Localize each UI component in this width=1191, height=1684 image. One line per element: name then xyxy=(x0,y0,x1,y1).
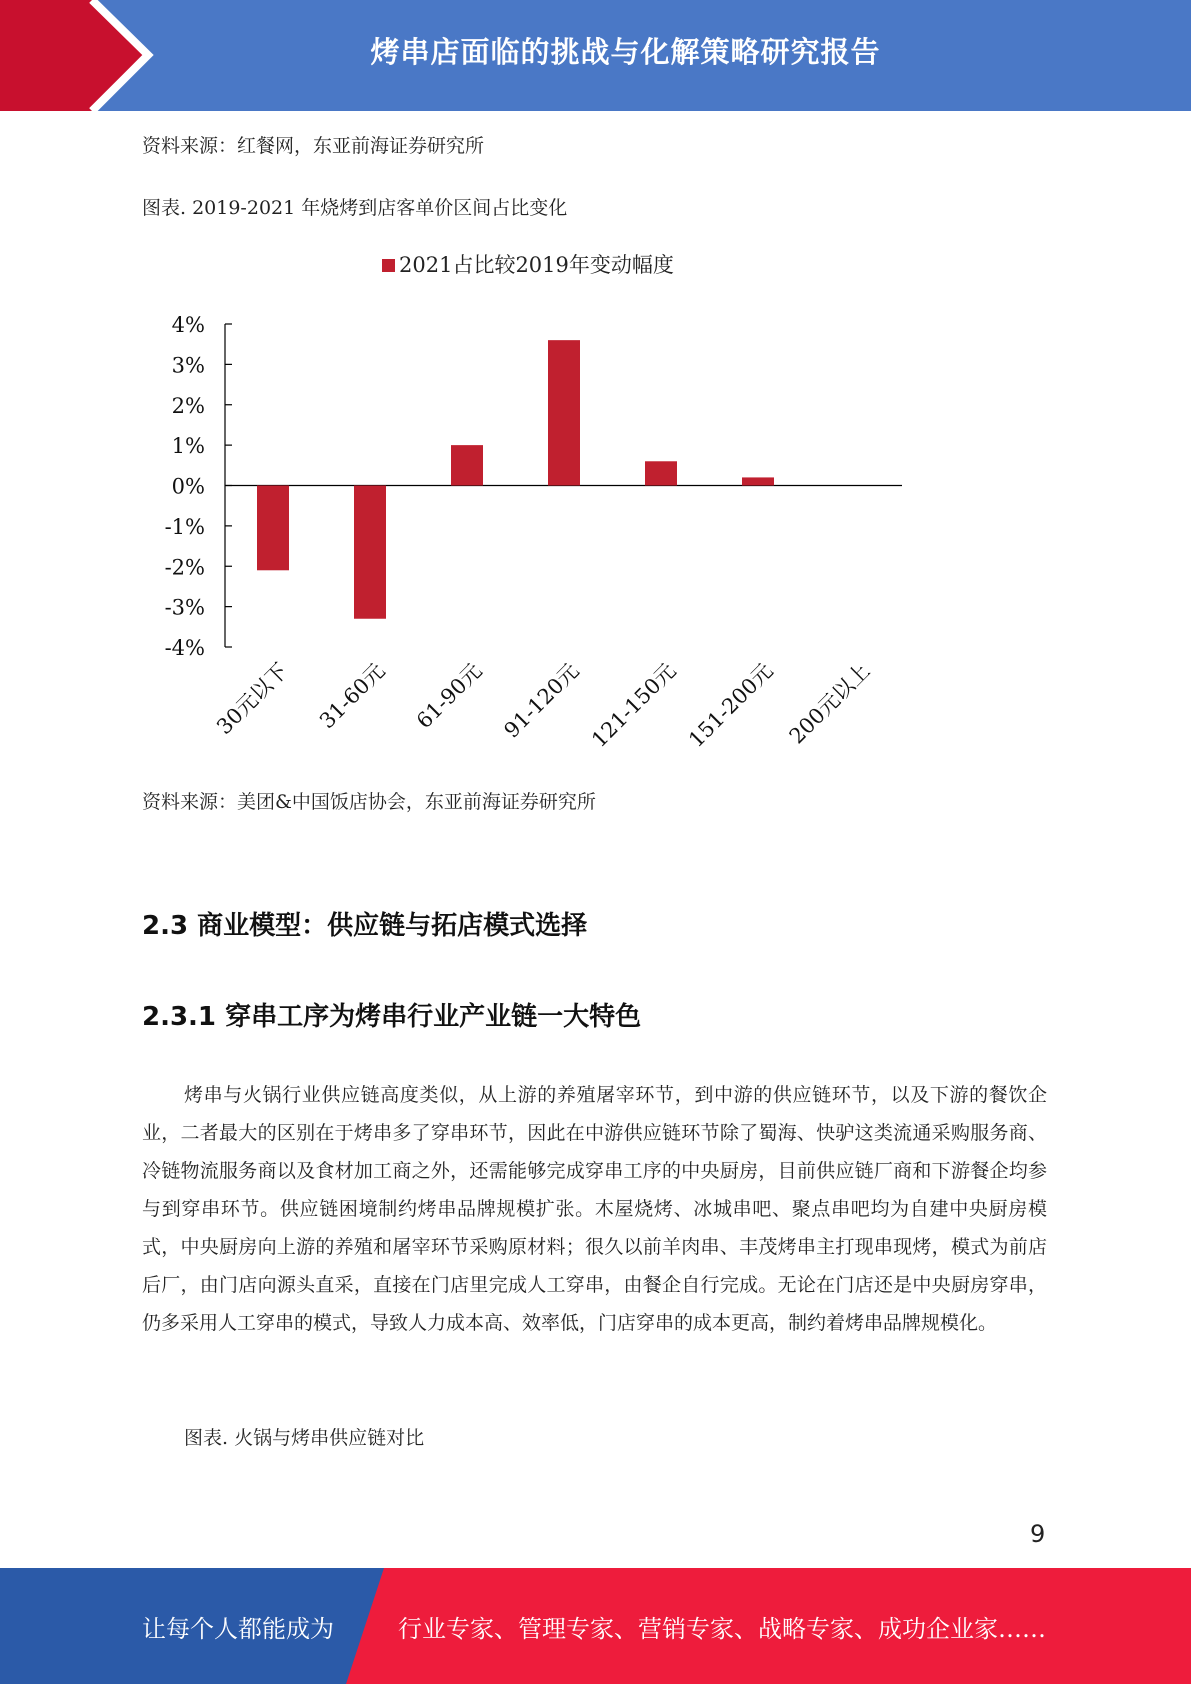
section-heading: 2.3 商业模型：供应链与拓店模式选择 xyxy=(142,911,588,941)
y-tick-label: -1% xyxy=(164,514,205,539)
bar xyxy=(451,445,483,485)
y-tick-label: -2% xyxy=(164,555,205,580)
x-category-label: 61-90元 xyxy=(411,658,487,734)
y-tick-label: -4% xyxy=(164,636,205,660)
y-tick-label: 0% xyxy=(171,474,205,499)
figure-caption: 图表. 2019-2021 年烧烤到店客单价区间占比变化 xyxy=(142,197,568,219)
report-title: 烤串店面临的挑战与化解策略研究报告 xyxy=(370,34,881,69)
x-category-label: 200元以上 xyxy=(784,658,875,749)
bar xyxy=(548,340,580,485)
page-footer xyxy=(0,1568,1191,1684)
x-category-label: 91-120元 xyxy=(499,658,584,743)
bar xyxy=(354,486,386,619)
legend-label: 2021占比较2019年变动幅度 xyxy=(399,253,674,277)
legend-swatch xyxy=(382,259,395,272)
subsection-heading: 2.3.1 穿串工序为烤串行业产业链一大特色 xyxy=(142,1002,642,1032)
source-note-chart: 资料来源：美团&中国饭店协会，东亚前海证券研究所 xyxy=(142,791,596,813)
x-category-label: 151-200元 xyxy=(684,658,778,753)
page-number: 9 xyxy=(1030,1520,1046,1548)
x-category-label: 31-60元 xyxy=(314,658,390,734)
y-tick-label: 4% xyxy=(171,313,205,337)
x-category-label: 30元以下 xyxy=(212,658,293,739)
y-tick-label: -3% xyxy=(164,595,205,620)
bar xyxy=(257,486,289,571)
footer-slogan-left: 让每个人都能成为 xyxy=(142,1614,334,1643)
y-tick-label: 3% xyxy=(171,353,205,378)
body-paragraph: 烤串与火锅行业供应链高度类似，从上游的养殖屠宰环节，到中游的供应链环节，以及下游的餐饮企业，二者最大的区别在于烤串多了穿串环节，因此在中游供应链环节除了蜀海、快驴这类流通采购服务商、冷链物流服务商以及食材加工商之外，还需能够完成穿串工序的中央厨房，目前供应链厂商和下游餐企均参与到穿串环节。供应链困境制约烤串品牌规模扩张。木屋烧烤、冰城串吧、聚点串吧均为自建中央厨房模式，中央厨房向上游的养殖和屠宰环节采购原材料；很久以前羊肉串、丰茂烤串主打现串现烤，模式为前店后厂，由门店向源头直采，直接在门店里完成人工穿串，由餐企自行完成。无论在门店还是中央厨房穿串，仍多采用人工穿串的模式，导致人力成本高、效率低，门店穿串的成本更高，制约着烤串品牌规模化。 xyxy=(142,1084,1047,1334)
bar-chart xyxy=(142,240,922,770)
y-tick-label: 2% xyxy=(171,393,205,418)
bar xyxy=(742,477,774,485)
bar xyxy=(645,461,677,485)
source-note-top: 资料来源：红餐网，东亚前海证券研究所 xyxy=(142,135,485,157)
y-tick-label: 1% xyxy=(171,434,205,459)
page-header xyxy=(0,0,1191,111)
x-category-label: 121-150元 xyxy=(587,658,681,753)
footer-slogan-right: 行业专家、管理专家、营销专家、战略专家、成功企业家…… xyxy=(398,1614,1046,1643)
figure-caption-2: 图表. 火锅与烤串供应链对比 xyxy=(184,1427,425,1449)
